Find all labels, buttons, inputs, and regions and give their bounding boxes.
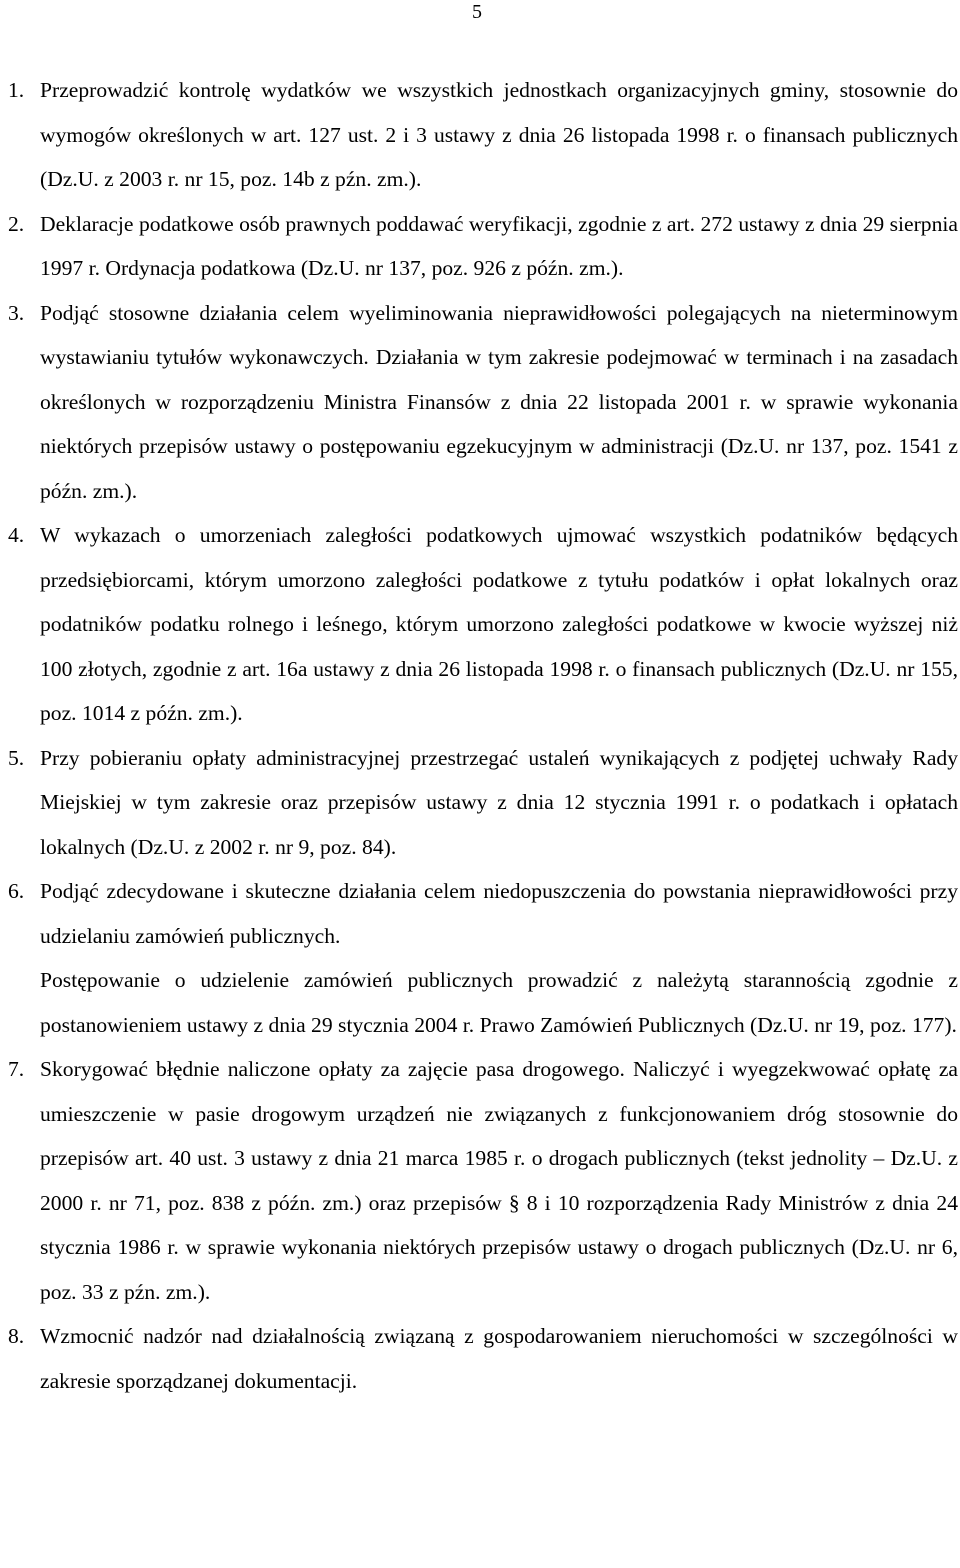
list-item: [0, 1314, 960, 1403]
item-number: 4.: [8, 523, 25, 547]
item-number: 5.: [8, 745, 25, 770]
list-item: [0, 869, 960, 1047]
item-number: 3.: [8, 300, 25, 325]
item-text: Wzmocnić nadzór nad działalnością związaną z gospodarowaniem nieruchomości w szczególności w zakresie sporządzanej dokumentacji.: [40, 1324, 958, 1393]
item-number: 6.: [8, 879, 25, 903]
list-item: [0, 736, 960, 870]
item-text: Deklaracje podatkowe osób prawnych poddawać weryfikacji, zgodnie z art. 272 ustawy z dnia 29 sierpnia 1997 r. Ordynacja podatkowa (Dz.U. nr 137, poz. 926 z późn. zm.).: [40, 211, 958, 280]
item-text: Skorygować błędnie naliczone opłaty za zajęcie pasa drogowego. Naliczyć i wyegzekwować opłatę za umieszczenie w pasie drogowym urządzeń nie związanych z funkcjonowaniem dróg stosownie do przepisów art. 40 ust. 3 ustawy z dnia 21 marca 1985 r. o drogach publicznych (tekst jednolity – Dz.U. z 2000 r. nr 71, poz. 838 z późn. zm.) oraz przepisów § 8 i 10 rozporządzenia Rady Ministrów z dnia 24 stycznia 1986 r. w sprawie wykonania niektórych przepisów ustawy o drogach publicznych (Dz.U. nr 6, poz. 33 z pźn. zm.).: [40, 1057, 958, 1304]
list-item: [0, 291, 960, 514]
list-item: [0, 513, 960, 736]
item-text: W wykazach o umorzeniach zaległości podatkowych ujmować wszystkich podatników będących przedsiębiorcami, którym umorzono zaległości podatkowe z tytułu podatków i opłat lokalnych oraz podatników podatku rolnego i leśnego, którym umorzono zaległości podatkowe w kwocie wyższej niż 100 złotych, zgodnie z art. 16a ustawy z dnia 26 listopada 1998 r. o finansach publicznych (Dz.U. nr 155, poz. 1014 z późn. zm.).: [40, 523, 958, 725]
item-number: 1.: [8, 78, 25, 102]
item-text-continuation: Postępowanie o udzielenie zamówień publicznych prowadzić z należytą starannością zgodnie z postanowieniem ustawy z dnia 29 stycznia 2004 r. Prawo Zamówień Publicznych (Dz.U. nr 19, poz. 177).: [40, 968, 958, 1037]
item-number: 2.: [8, 211, 25, 236]
item-text: Przy pobieraniu opłaty administracyjnej przestrzegać ustaleń wynikających z podjętej uchwały Rady Miejskiej w tym zakresie oraz przepisów ustawy z dnia 12 stycznia 1991 r. o podatkach i opłatach lokalnych (Dz.U. z 2002 r. nr 9, poz. 84).: [40, 745, 958, 859]
list-item: [0, 202, 960, 291]
list-item: [0, 68, 960, 202]
page-number: 5: [472, 1, 482, 23]
item-number: 7.: [8, 1057, 25, 1081]
item-text: Podjąć stosowne działania celem wyeliminowania nieprawidłowości polegających na nieterminowym wystawianiu tytułów wykonawczych. Działania w tym zakresie podejmować w terminach i na zasadach określonych w rozporządzeniu Ministra Finansów z dnia 22 listopada 2001 r. w sprawie wykonania niektórych przepisów ustawy o postępowaniu egzekucyjnym w administracji (Dz.U. nr 137, poz. 1541 z późn. zm.).: [40, 300, 958, 503]
item-text: Przeprowadzić kontrolę wydatków we wszystkich jednostkach organizacyjnych gminy, stosownie do wymogów określonych w art. 127 ust. 2 i 3 ustawy z dnia 26 listopada 1998 r. o finansach publicznych (Dz.U. z 2003 r. nr 15, poz. 14b z pźn. zm.).: [40, 78, 958, 191]
recommendations-list: [0, 68, 960, 1403]
item-number: 8.: [8, 1324, 25, 1348]
list-item: [0, 1047, 960, 1314]
item-text: Podjąć zdecydowane i skuteczne działania celem niedopuszczenia do powstania nieprawidłowości przy udzielaniu zamówień publicznych.: [40, 879, 958, 948]
